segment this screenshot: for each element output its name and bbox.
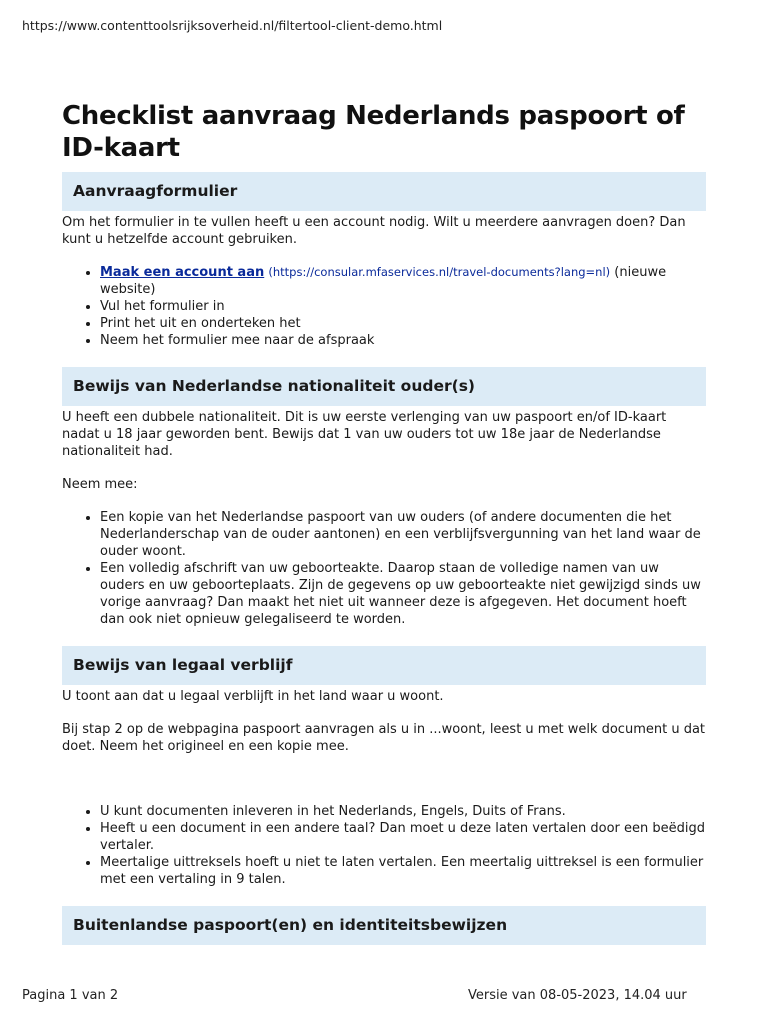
checklist [62,803,706,888]
page-title: Checklist aanvraag Nederlands paspoort of ID-kaart [62,101,685,163]
list-item: • Print het uit en onderteken het [100,315,706,332]
section-paragraph: Bij stap 2 op de webpagina paspoort aanvragen als u in ...woont, leest u met welk document u dat doet. Neem het origineel en een kopie mee. [62,722,706,754]
link-suffix: (nieuwe website) [100,265,667,297]
section-heading-legaal-verblijf: Bewijs van legaal verblijf [62,646,706,685]
list-item: • Meertalige uittreksels hoeft u niet te laten vertalen. Een meertalig uittreksel is een formulier met een vertaling in 9 talen. [100,854,706,888]
section-paragraph: U heeft een dubbele nationaliteit. Dit is uw eerste verlenging van uw paspoort en/of ID-kaart nadat u 18 jaar geworden bent. Bewijs dat 1 van uw ouders tot uw 18e jaar de Nederlandse nationaliteit had. [62,410,667,459]
page-number: Pagina 1 van 2 [22,988,119,1003]
list-item: • Neem het formulier mee naar de afspraak [100,332,706,349]
checklist [62,264,706,349]
section-heading-nationaliteit: Bewijs van Nederlandse nationaliteit ouder(s) [62,367,706,406]
link-url: (https://consular.mfaservices.nl/travel-documents?lang=nl) [268,265,611,279]
section-paragraph: Neem mee: [62,477,138,492]
list-item: • Een kopie van het Nederlandse paspoort van uw ouders (of andere documenten die het Nederlanderschap van de ouder aantonen) en een verblijfsvergunning van het land waar de ouder woont. [100,509,706,560]
section-heading-aanvraagformulier: Aanvraagformulier [62,172,706,211]
section-intro: Om het formulier in te vullen heeft u een account nodig. Wilt u meerdere aanvragen doen? Dan kunt u hetzelfde account gebruiken. [62,215,686,247]
page-url: https://www.contenttoolsrijksoverheid.nl/filtertool-client-demo.html [22,18,443,33]
list-item: • U kunt documenten inleveren in het Nederlands, Engels, Duits of Frans. [100,803,706,820]
section-heading-buitenlandse-paspoorten: Buitenlandse paspoort(en) en identiteitsbewijzen [62,906,706,945]
list-item [100,264,706,298]
list-item: • Een volledig afschrift van uw geboorteakte. Daarop staan de volledige namen van uw ouders en uw geboorteplaats. Zijn de gegevens op uw geboorteakte niet gewijzigd sinds uw vorige aanvraag? Dan maakt het niet uit wanneer deze is afgegeven. Het document hoeft dan ook niet opnieuw gelegaliseerd te worden. [100,560,706,628]
main-content [62,100,706,948]
create-account-link[interactable]: Maak een account aan [100,265,265,280]
section-paragraph: U toont aan dat u legaal verblijft in het land waar u woont. [62,689,444,704]
list-item: • Vul het formulier in [100,298,706,315]
version-info: Versie van 08-05-2023, 14.04 uur [468,988,687,1003]
checklist [62,509,706,628]
list-item: • Heeft u een document in een andere taal? Dan moet u deze laten vertalen door een beëdigd vertaler. [100,820,706,854]
